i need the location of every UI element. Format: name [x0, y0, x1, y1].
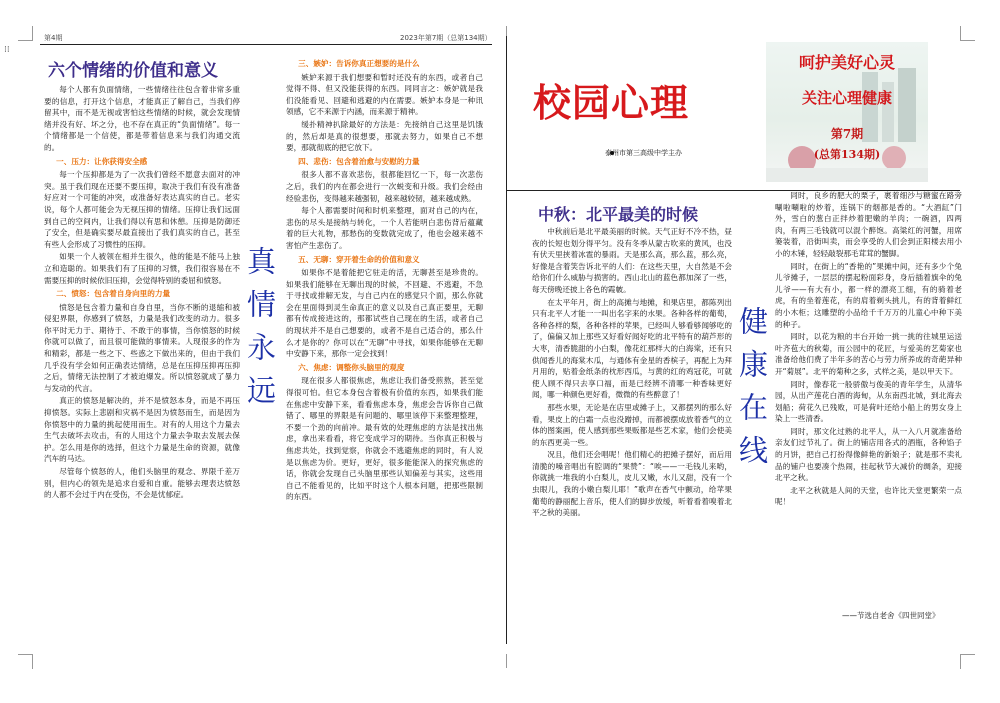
paragraph: 同时，那文化过熟的北平人，从一入八月就准备给亲友们过节礼了。街上的铺店用各式的酒瓶，各种馅子的月饼，把自己打扮得像鲜艳的新娘子；就是那不卖礼品的铺户也要凑个热闹，挂起秋节大减价的绸条，迎接北平之秋。 — [775, 426, 962, 483]
paragraph: 北平之秋就是人间的天堂，也许比天堂更繁荣一点呢！ — [775, 485, 962, 507]
paragraph: 同时，良乡的肥大的栗子，裹着细沙与糖蜜在路旁唰啦唰啦的炒着，连锅下的烟都是香的。“大酒缸”门外，雪白的葱白正拌炒着肥嫩的羊肉；一碗酒，四两肉，有两三毛钱就可以混个醉饱。高粱红的河蟹，用席篓装着，沿街叫卖，而会享受的人们会到正阳楼去用小小的木锤，轻轻敲裂那毛茸茸的蟹脚。 — [775, 191, 962, 258]
paragraph: 很多人都不喜欢悲伤，很都能回忆一下，每一次悲伤之后，我们的内在都会进行一次蜕变和升级。我们会经由经验悲伤，变得越来越强韧，越来越较韧，越来越成熟。 — [286, 170, 483, 203]
vertical-slogan: 健康在线 — [735, 306, 769, 478]
crop-mark-icon — [492, 654, 507, 668]
section-heading: 三、嫉妒：告诉你真正想要的是什么 — [298, 59, 420, 68]
article-column-4 — [775, 190, 962, 606]
article-title: 六个情绪的价值和意义 — [48, 61, 218, 81]
paragraph: 真正的愤怒是解决的，并不是愤怒本身，而是不再压抑愤怒。实际上悲剧和灾祸不是因为愤怒而生，而是因为你愤怒中的力量的挑起使用而生。对有的人用这个力量去生气去破坏去攻击，有的人用这个力量去争取去发展去保护。怎么用是你的选择，但这个力量是生命的资源，就像汽车的马达。 — [44, 396, 240, 464]
section-heading: 六、焦虑：调整你头脑里的观度 — [298, 362, 405, 372]
banner-issue: 第7期 — [830, 127, 864, 141]
paragraph: 如果一个人被领在相并生很久，他的能是不能马上独立和造聪的。如果我们有了压抑的习惯，我们很容易在不需要压抑的时候依旧压抑，会觉得特别的委屈和愤怒。 — [44, 252, 240, 285]
ruler-handle-icon[interactable]: ⁞⁞ — [4, 45, 10, 55]
publisher: 泰州市第三高级中学主办 — [605, 149, 682, 157]
issue-header: 2023年第7期（总第134期） — [400, 34, 492, 42]
banner-image — [766, 42, 928, 182]
paragraph: 同时，以花为粮的丰台开始一挑一挑的往城里运送叶齐苞大的秋菊，而公园中的花匠，与爱美的艺菊家也准备给他们费了半年多的苦心与劳力所养成的奇葩异种开“菊展”。北平的菊种之多，式样之美，是以甲天下。 — [775, 332, 962, 376]
paragraph: 现在很多人都很焦虑，焦虑让我们备受煎熬，甚至觉得很可怕。但它本身包含着极有价值的东西，如果我们能在焦虑中安静下来，看看焦虑本身，焦虑会告诉你自己做错了、哪里的界限是有问题的、哪里该停下来整理整理，不要一个劲的向前冲。最有效的处理焦虑的方法是找出焦虑，拿出来看看，将它变成学习的期待。当你真正积极与焦虑共处，找到觉察，你就会不逃避焦虑的同时，有人说是以焦虑为价。更好，更好，很多能能深入的探究焦虑的话，你就会发现自己头脑里那些认知偏差与其实，这些用自己不能看见的，比如平时这个人根本问题，把那些限制的东西。 — [286, 376, 483, 502]
source-credit: ——节选自老舍《四世同堂》 — [842, 611, 940, 620]
crop-mark-icon — [960, 654, 975, 669]
banner-line-2: 关注心理健康 — [801, 89, 892, 107]
crop-mark-icon — [18, 26, 33, 41]
page-number: 第4期 — [44, 34, 63, 42]
paragraph: 缓扑精神扒除最好的方法是：先接纳自己这里是饥饿的，然后却是真的很想要，那就去努力，如果自己不想要，那就彻底的把它放下。 — [286, 119, 483, 153]
article-column-2 — [286, 56, 483, 636]
header-rule — [40, 44, 492, 45]
paragraph: 况且，他们还会唱呢！他们精心的把摊子摆好，而后用清脆的嗓音唱出有腔调的“果赞”：“唉——一毛钱儿来哟，你就挑一堆我的小白梨儿，皮儿又嫩，水儿又甜，没有一个虫眼儿，我的小嫩白梨儿耶！”歌声在香气中颤动，给苹果葡萄的静丽配上音乐，使人们的脚步放缓，听着看着嗅着北平之秋的美丽。 — [532, 450, 732, 518]
paragraph: 每个人都需要时间和时机来整理，面对自己的内在，悲伤的尽头是接纳与转化，一个人若能明白悲伤背后蕴藏着的巨大礼物，那愁伤的变数就完成了，他也会越来越不害怕产生悲伤了。 — [286, 206, 483, 250]
banner-line-1: 呵护美好心灵 — [798, 53, 895, 72]
article-title: 中秋：北平最美的时候 — [538, 205, 699, 224]
section-heading: 五、无聊：穿开着生命的价值和意义 — [298, 254, 420, 264]
crop-mark-icon — [492, 26, 507, 40]
paragraph: 嫉妒来源于我们想要和暂时还没有的东西，或者自己觉得不得、但又没能获得的东西。同同言之：嫉妒就是我们没能看见、回避和逃避的内在需要。嫉妒本身是一种讯领感，它不来源于内涵，而来源于精神。 — [286, 72, 483, 117]
paragraph: 在太平年月，街上的高摊与地摊，和果店里，都陈列出只有北平人才能一一叫出名字来的水果。各种各样的葡萄，各种各样的梨，各种各样的苹果，已经叫人够看够闻够吃的了，偏偏又加上那些又好看好闻好吃的北平特有的葫芦形的大枣，清香脆甜的小白梨，像花红那样大的白海棠，还有只供闻香儿的海棠木瓜，与通体有金星的香槟子，再配上为拜月用的，贴着金纸条的枕形西瓜，与黄的红的鸡冠花，可就使人顾不得只去享口福，而是已经辨不清哪一种香味更好闻，哪一种颜色更好看，微微的有些醉意了！ — [532, 297, 732, 400]
paragraph: 每个人都有负面情绪，一些情绪往往包含着非常多重要的信息，打开这个信息，才能真正了解自己，当我们停留其中，而不是无视或害怕这些情绪的时候，就会发现情绪并没有好、坏之分，也不存在真正的“负面情绪”。每一个情绪都是一个信使，都是带着信息来与我们沟通交流的。 — [44, 85, 240, 152]
paragraph: 中秋前后是北平最美丽的时候。天气正好不冷不热，昼夜的长短也划分得平匀。没有冬季从蒙古吹来的黄风，也没有伏天里挟着冰雹的暴雨。天是那么高，那么蓝，那么亮，好像是含着笑告诉北平的人们：在这些天里，大自然是不会给你们什么威胁与损害的。西山北山的蓝色都加深了一些，每天傍晚还披上各色的霞帔。 — [532, 227, 732, 294]
masthead-title: 校园心理 — [533, 81, 690, 125]
vertical-slogan: 真情永远 — [243, 246, 277, 418]
paragraph: 如果你不是着能把它驻走的活，无聊甚至是珍贵的。如果我们能够在无聊出现的时候，不回避、不逃避，不急于寻找或排解无发，与自己内在的感觉只个面，那么你就会在里面得到灵生命真正的意义以及自己真正要里，无聊都有传成接进这的，那都试些自己现在的生活，或者自己的现状并不是自己想要的，或者不是自己适合的，那么什么才是你的？你可以在“无聊”中寻找，如果你能够在无聊中安静下来，那你一定会找到！ — [286, 268, 483, 359]
page-spine — [506, 36, 507, 644]
section-heading: 二、愤怒：包含着自身向里的力量 — [56, 289, 171, 299]
paragraph: 同时，在街上的“香艳的”果摊中间，还有多少个兔儿爷摊子，一层层的摆起粉面彩身，身后插着旗伞的兔儿爷——有大有小，都一样的漂亮工细，有的骑着老虎，有的坐着莲花，有的肩着剃头挑儿，有的背着鲜红的小木柜；这雕塑的小品给千千万万的儿童心中种下美的种子。 — [775, 261, 962, 329]
crop-mark-icon — [18, 654, 33, 669]
paragraph: 同时，像春花一般骄傲与俊美的青年学生，从清华园，从出产莲花白酒的海甸，从东南西北城，到北海去划船；荷花久已残败，可是荷叶还给小船上的男女身上染上一些清香。 — [775, 379, 962, 424]
article-column-3 — [532, 226, 732, 588]
section-heading: 四、悲伤：包含着治愈与安慰的力量 — [298, 156, 420, 166]
article-column-1 — [44, 84, 240, 636]
paragraph: 愤怒是包含着力量和自身自里，当你不断的退缩和被侵犯界限，你感到了愤怒，力量是我们改变的动力。很多你平时无力于、期待于、不敢于的事情，当你愤怒的时候你就可以做了，而且很可能做的事情来。人现很多的作为和精彩，都是一些之下、些惑之下做出来的，但由于我们几乎没有学会如何正确表达情绪，总是在压抑压抑再压抑之后，情绪无法控制了才被迫爆发。所以愤怒就成了暴力与发动的代言。 — [44, 302, 240, 393]
paragraph: 每一个压抑都是为了一次我们曾经不愿意去面对的冲突。虽于我们现在还要不要压抑，取决于我们有没有准备好应对一个可能的冲突，或准备好表达真实的自己。老实说，每个人都可能会为无视压抑的情绪。压抑让我们远面到自己的空间内，让我们得以有思和休憩。压抑是防御还了安全，但是确实要尽最直接出了我们真实的自己，甚至有些人会形成了习惯性的压抑。 — [44, 170, 240, 249]
crop-mark-icon — [960, 26, 975, 41]
section-heading: 一、压力：让你获得安全感 — [56, 156, 148, 166]
paragraph: 尽管每个愤怒的人，他们头脑里的观念、界限千差万别，但内心的领先是追求自爱和自重。能够去理表达愤怒的人都不会过于内在受伤，不会是忧郁症。 — [44, 467, 240, 500]
banner-total-issue: (总第134期) — [813, 148, 881, 161]
paragraph: 那些水果，无论是在店里或摊子上，又都摆列的那么好看，果皮上的白霜一点也没蹭掉，而都被摆成放着香气的立体的图案画，使人感到那些果贩都是些艺术家，他们会使美的东西更美一些。 — [532, 402, 732, 447]
